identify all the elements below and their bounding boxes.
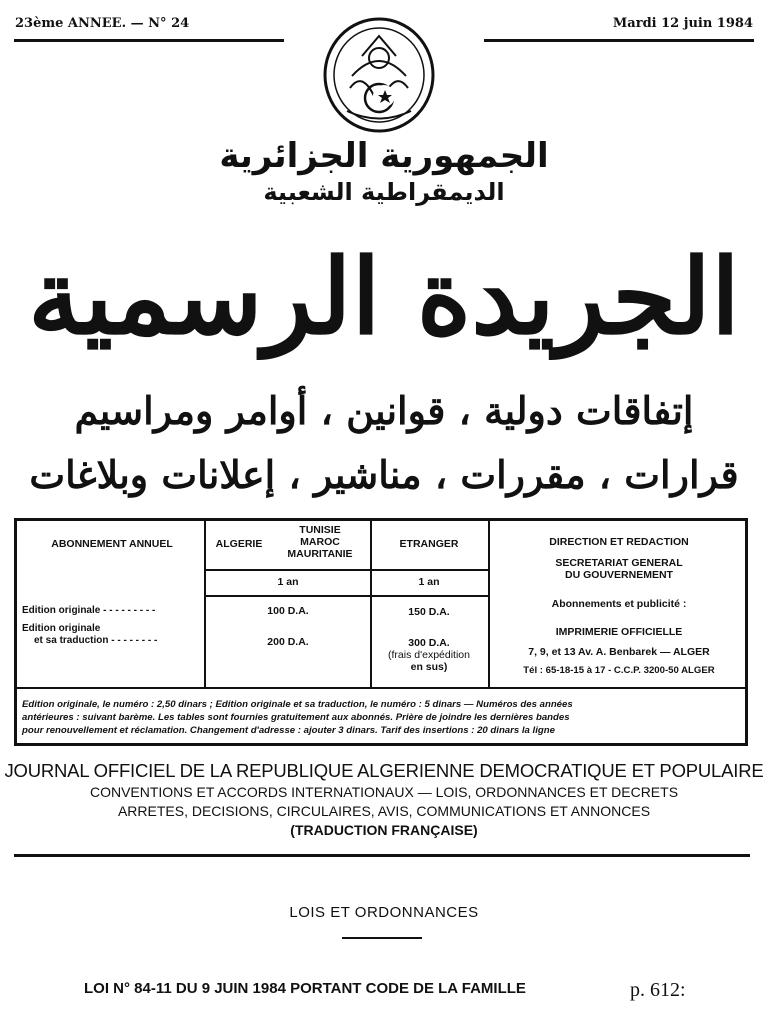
row-label-edition-originale: Edition originale - - - - - - - - - — [22, 605, 156, 616]
journal-subtitle-1: CONVENTIONS ET ACCORDS INTERNATIONAUX — LOIS, ORDONNANCES ET DECRETS — [89, 784, 679, 800]
price-row1-etranger: 150 D.A. — [408, 606, 450, 618]
pricing-note: Edition originale, le numéro : 2,50 dinars ; Edition originale et sa traduction, le numéro : 5 dinars — Numéros des années antérieures : suivant barème. Les tables sont fournies gratuitement aux abonnés. Prière de joindre les dernières bandes pour renouvellement et réclamation. Changement d'adresse : ajouter 3 dinars. Tarif des insertions : 20 dinars la ligne — [22, 699, 573, 736]
row-label-edition-traduction: Edition originale et sa traduction - - - - - - - - — [22, 623, 158, 646]
arabic-republic-line1: الجمهورية الجزائرية — [219, 136, 549, 176]
price-row1-algerie: 100 D.A. — [267, 605, 309, 617]
section-heading: LOIS ET ORDONNANCES — [289, 904, 479, 921]
imprimerie: IMPRIMERIE OFFICIELLE — [555, 626, 683, 638]
arabic-subtitle-2: قرارات ، مقررات ، مناشير ، إعلانات وبلاغات — [29, 452, 739, 497]
state-seal-emblem — [322, 16, 436, 134]
table-divider — [204, 521, 206, 687]
arabic-masthead-title: الجريدة الرسمية — [28, 235, 740, 358]
period-label: 1 an — [277, 576, 299, 588]
journal-translation-note: (TRADUCTION FRANÇAISE) — [290, 822, 478, 838]
col-header-maghreb: TUNISIE MAROC MAURITANIE — [287, 524, 353, 560]
journal-title: JOURNAL OFFICIEL DE LA REPUBLIQUE ALGERIENNE DEMOCRATIQUE ET POPULAIRE — [4, 760, 764, 781]
table-divider — [204, 569, 488, 571]
header-rule-left — [14, 39, 284, 42]
header-rule-right — [484, 39, 754, 42]
address: 7, 9, et 13 Av. A. Benbarek — ALGER — [528, 646, 710, 658]
table-divider — [204, 595, 488, 597]
table-divider — [488, 521, 490, 687]
price-row2-etranger: 300 D.A. (frais d'expédition en sus) — [388, 637, 470, 673]
col-header-abonnement: ABONNEMENT ANNUEL — [51, 538, 173, 550]
law-entry[interactable]: LOI N° 84-11 DU 9 JUIN 1984 PORTANT CODE DE LA FAMILLE — [84, 980, 526, 997]
price-row2-algerie: 200 D.A. — [267, 636, 309, 648]
col-header-algerie: ALGERIE — [215, 538, 263, 550]
heading-underline — [342, 937, 422, 939]
journal-subtitle-2: ARRETES, DECISIONS, CIRCULAIRES, AVIS, COMMUNICATIONS ET ANNONCES — [117, 803, 651, 819]
abonnements-label: Abonnements et publicité : — [551, 598, 687, 610]
period-label: 1 an — [418, 576, 440, 588]
col-header-etranger: ETRANGER — [399, 538, 459, 550]
arabic-subtitle-1: إتفاقات دولية ، قوانين ، أوامر ومراسيم — [74, 388, 694, 433]
issue-date: Mardi 12 juin 1984 — [612, 16, 753, 31]
section-rule — [14, 854, 750, 857]
page-reference: p. 612: — [630, 979, 686, 1001]
table-divider — [17, 687, 748, 689]
telephone: Tél : 65-18-15 à 17 - C.C.P. 3200-50 ALGER — [523, 665, 715, 676]
arabic-republic-line2: الديمقراطية الشعبية — [263, 178, 505, 206]
issue-number: 23ème ANNEE. — N° 24 — [15, 16, 190, 31]
direction-title: DIRECTION ET REDACTION — [549, 536, 689, 548]
secretariat: SECRETARIAT GENERAL DU GOUVERNEMENT — [555, 557, 683, 581]
